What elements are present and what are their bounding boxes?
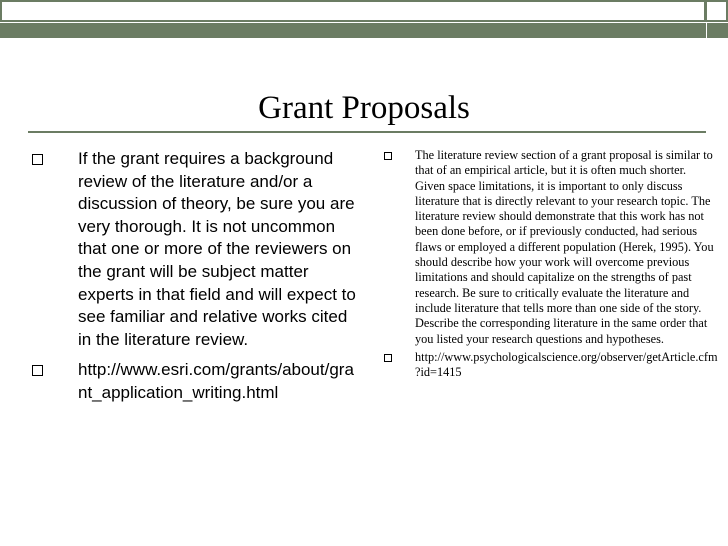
right-bullet-text: The literature review section of a grant proposal is similar to that of an empirical article, but it is often much shorter. Given space limitations, it is important to only discuss literature that is directly relevant to your research topic. The literature review should demonstrate that this work has not been done before, or if previously conducted, had serious flaws or employed a different population (Herek, 1995). You should describe how your work will overcome previous limitations and should capitalize on the strengths of past research. Be sure to critically evaluate the literature and include literature that tells more than one side of the story. Describe the corresponding literature in the same order that you listed your research questions and hypotheses. [415,148,714,346]
decor-box-small [705,0,728,22]
left-column [30,148,360,413]
header-decoration [0,0,728,40]
decor-box-large [0,0,706,22]
left-bullet-link[interactable]: http://www.esri.com/grants/about/grant_application_writing.html [78,360,354,402]
left-bullet-item-2 [30,359,360,404]
right-column [384,148,719,383]
square-bullet-icon [32,154,43,165]
slide-title: Grant Proposals [258,90,470,126]
square-bullet-icon [384,354,392,362]
decor-bar-large [0,23,706,38]
title-rule [28,131,706,133]
left-bullet-item-1 [30,148,360,351]
square-bullet-icon [32,365,43,376]
right-bullet-link[interactable]: http://www.psychologicalscience.org/observer/getArticle.cfm?id=1415 [415,349,718,380]
right-bullet-item-2 [384,350,719,381]
left-bullet-text: If the grant requires a background review of the literature and/or a discussion of theory, be sure you are very thorough. It is not uncommon that one or more of the reviewers on the grant will be subject matter experts in that field and will expect to see familiar and relative works cited in the literature review. [78,149,356,349]
right-bullet-item-1 [384,148,719,347]
square-bullet-icon [384,152,392,160]
decor-bar-small [707,23,728,38]
